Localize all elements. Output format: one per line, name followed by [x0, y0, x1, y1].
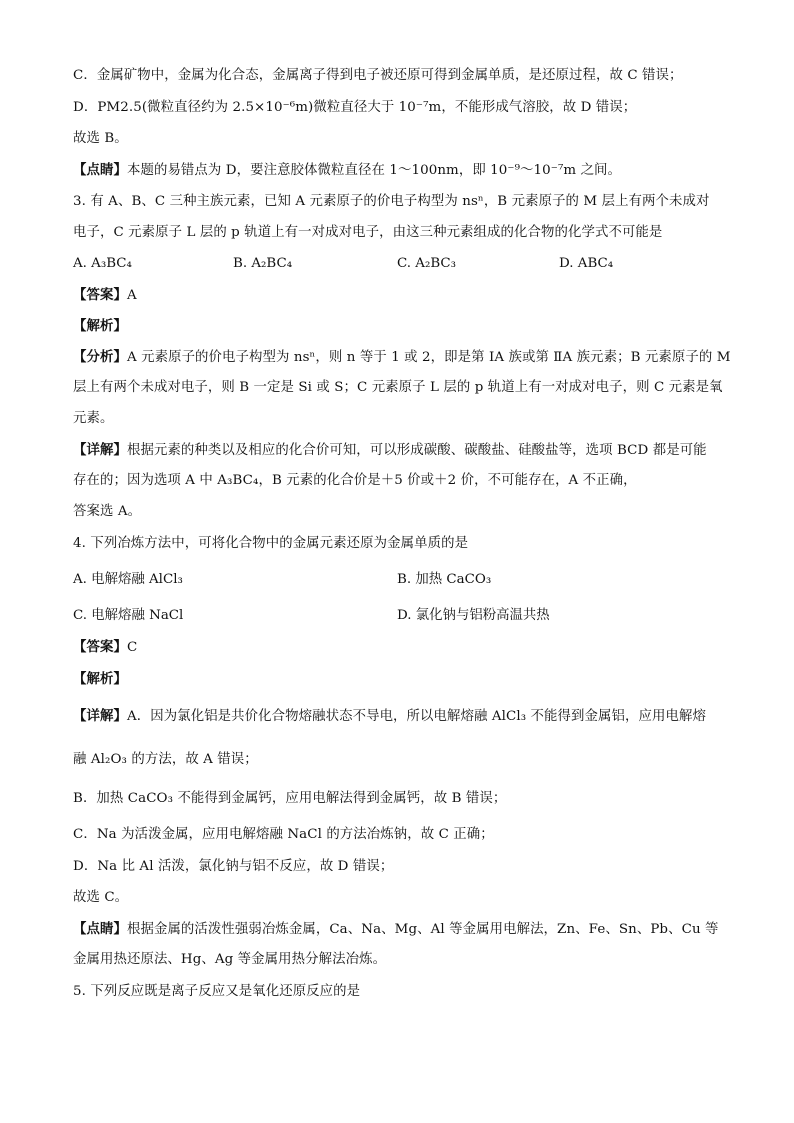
question-3-option-d: D. ABC₄: [559, 256, 614, 271]
detail-line: C．Na 为活泼金属，应用电解熔融 NaCl 的方法冶炼钠，故 C 正确；: [73, 827, 494, 842]
answer-tag: 【答案】: [73, 639, 127, 655]
answer-value: C: [126, 640, 138, 655]
text-line: C．金属矿物中，金属为化合态，金属离子得到电子被还原可得到金属单质，是还原过程，故 C 错误；: [73, 68, 683, 83]
detail-line: D．Na 比 Al 活泼，氯化钠与铝不反应，故 D 错误；: [73, 859, 394, 874]
question-3-option-a: A. A₃BC₄: [73, 256, 132, 271]
detail-line: 故选 C。: [73, 890, 129, 905]
text-line: 故选 B。: [73, 131, 128, 146]
answer-line: [73, 286, 137, 305]
analysis-heading: 【解析】: [73, 318, 127, 334]
text-line: D．PM2.5(微粒直径约为 2.5×10⁻⁶m)微粒直径大于 10⁻⁷m，不能形成气溶胶，故 D 错误；: [73, 100, 637, 115]
tip-line: [73, 161, 621, 180]
analysis-line: 层上有两个未成对电子，则 B 一定是 Si 或 S；C 元素原子 L 层的 p 轨道上有一对成对电子，则 C 元素是氧: [73, 380, 723, 395]
detail-line: 答案选 A。: [73, 504, 142, 519]
detail-text: 根据元素的种类以及相应的化合价可知，可以形成碳酸、碳酸盐、硅酸盐等，选项 BCD 都是可能: [126, 443, 707, 458]
question-3-stem: 3. 有 A、B、C 三种主族元素，已知 A 元素原子的价电子构型为 nsⁿ，B 元素原子的 M 层上有两个未成对: [73, 194, 710, 209]
detail-text: A．因为氯化铝是共价化合物熔融状态不导电，所以电解熔融 AlCl₃ 不能得到金属铝，应用电解熔: [126, 709, 706, 724]
answer-line: [73, 638, 137, 657]
answer-tag: 【答案】: [73, 287, 127, 303]
analysis-line: 元素。: [73, 411, 114, 426]
tip-line: [73, 920, 719, 939]
detail-line: 融 Al₂O₃ 的方法，故 A 错误；: [73, 752, 258, 767]
analysis-tag: 【分析】: [73, 349, 127, 365]
tip-text: 本题的易错点为 D，要注意胶体微粒直径在 1～100nm，即 10⁻⁹～10⁻⁷m 之间。: [126, 163, 622, 178]
question-4-option-b: B. 加热 CaCO₃: [397, 572, 492, 587]
detail-tag: 【详解】: [73, 708, 127, 724]
tip-text: 根据金属的活泼性强弱冶炼金属，Ca、Na、Mg、Al 等金属用电解法，Zn、Fe、Sn、Pb、Cu 等: [126, 922, 719, 937]
answer-value: A: [126, 288, 137, 303]
question-4-option-c: C. 电解熔融 NaCl: [73, 608, 184, 623]
analysis-line: [73, 348, 731, 367]
question-4-option-d: D. 氯化钠与铝粉高温共热: [397, 608, 550, 623]
question-3-stem: 电子，C 元素原子 L 层的 p 轨道上有一对成对电子，由这三种元素组成的化合物的化学式不可能是: [73, 225, 663, 240]
analysis-text: A 元素原子的价电子构型为 nsⁿ，则 n 等于 1 或 2，即是第 IA 族或第 ⅡA 族元素；B 元素原子的 M: [126, 350, 731, 365]
tip-tag: 【点睛】: [73, 921, 127, 937]
detail-tag: 【详解】: [73, 442, 127, 458]
question-4-stem: 4. 下列冶炼方法中，可将化合物中的金属元素还原为金属单质的是: [73, 536, 469, 551]
detail-line: 存在的；因为选项 A 中 A₃BC₄，B 元素的化合价是＋5 价或＋2 价，不可能存在，A 不正确，: [73, 473, 637, 488]
detail-line: [73, 441, 707, 460]
tip-tag: 【点睛】: [73, 162, 127, 178]
analysis-heading: 【解析】: [73, 671, 127, 687]
question-3-option-c: C. A₂BC₃: [397, 256, 457, 271]
question-3-option-b: B. A₂BC₄: [233, 256, 293, 271]
question-4-option-a: A. 电解熔融 AlCl₃: [73, 572, 183, 587]
question-5-stem: 5. 下列反应既是离子反应又是氧化还原反应的是: [73, 984, 361, 999]
detail-line: B．加热 CaCO₃ 不能得到金属钙，应用电解法得到金属钙，故 B 错误；: [73, 791, 507, 806]
detail-line: [73, 707, 706, 726]
tip-line: 金属用热还原法、Hg、Ag 等金属用热分解法冶炼。: [73, 952, 387, 967]
